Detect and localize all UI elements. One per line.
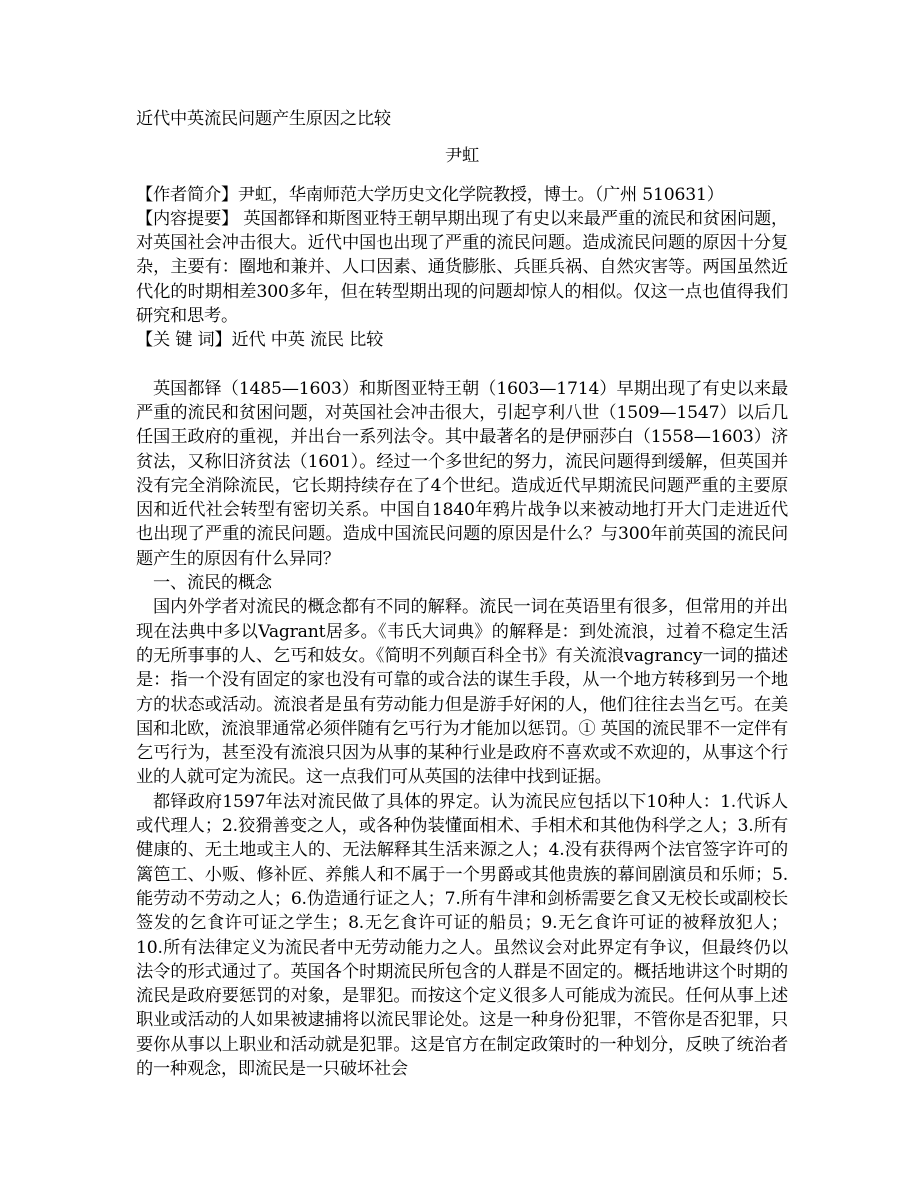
body-paragraph: 国内外学者对流民的概念都有不同的解释。流民一词在英语里有很多，但常用的并出现在法典中多以Vagrant居多。《韦氏大词典》的解释是：到处流浪，过着不稳定生活的无所事事的人、乞丐和妓女。《简明不列颠百科全书》有关流浪vagrancy一词的描述是：指一个没有固定的家也没有可靠的或合法的谋生手段，从一个地方转移到另一个地方的状态或活动。流浪者是虽有劳动能力但是游手好闲的人，他们往往去当乞丐。在美国和北欧，流浪罪通常必须伴随有乞丐行为才能加以惩罚。① 英国的流民罪不一定伴有乞丐行为，甚至没有流浪只因为从事的某种行业是政府不喜欢或不欢迎的，从事这个行业的人就可定为流民。这一点我们可从英国的法律中找到证据。 (136, 597, 788, 788)
author-intro: 【作者简介】尹虹，华南师范大学历史文化学院教授，博士。（广州 510631） (136, 184, 724, 205)
document-body (136, 107, 788, 1081)
article-title: 近代中英流民问题产生原因之比较 (136, 109, 391, 129)
body-paragraph: 都铎政府1597年法对流民做了具体的界定。认为流民应包括以下10种人：1.代诉人或代理人；2.狡猾善变之人，或各种伪装懂面相术、手相术和其他伪科学之人；3.所有健康的、无土地或主人的、无法解释其生活来源之人；4.没有获得两个法官签字许可的篱笆工、小贩、修补匠、养熊人和不属于一个男爵或其他贵族的幕间剧演员和乐师；5.能劳动不劳动之人；6.伪造通行证之人；7.所有牛津和剑桥需要乞食又无校长或副校长签发的乞食许可证之学生；8.无乞食许可证的船员；9.无乞食许可证的被释放犯人；10.所有法律定义为流民者中无劳动能力之人。虽然议会对此界定有争议，但最终仍以法令的形式通过了。英国各个时期流民所包含的人群是不固定的。概括地讲这个时期的流民是政府要惩罚的对象，是罪犯。而按这个定义很多人可能成为流民。任何从事上述职业或活动的人如果被逮捕将以流民罪论处。这是一种身份犯罪，不管你是否犯罪，只要你从事以上职业和活动就是犯罪。这是官方在制定政策时的一种划分，反映了统治者的一种观念，即流民是一只破坏社会 (136, 791, 788, 1079)
abstract: 【内容提要】 英国都铎和斯图亚特王朝早期出现了有史以来最严重的流民和贫困问题，对英国社会冲击很大。近代中国也出现了严重的流民问题。造成流民问题的原因十分复杂，主要有：圈地和兼并、人口因素、通货膨胀、兵匪兵祸、自然灾害等。两国虽然近代化的时期相差300多年，但在转型期出现的问题却惊人的相似。仅这一点也值得我们研究和思考。 (136, 208, 788, 327)
article-author: 尹虹 (445, 146, 479, 167)
body-paragraph: 英国都铎（1485—1603）和斯图亚特王朝（1603—1714）早期出现了有史以来最严重的流民和贫困问题，对英国社会冲击很大，引起亨利八世（1509—1547）以后几任国王政府的重视，并出台一系列法令。其中最著名的是伊丽莎白（1558—1603）济贫法，又称旧济贫法（1601）。经过一个多世纪的努力，流民问题得到缓解，但英国并没有完全消除流民，它长期持续存在了4个世纪。造成近代早期流民问题严重的主要原因和近代社会转型有密切关系。中国自1840年鸦片战争以来被动地打开大门走进近代也出现了严重的流民问题。造成中国流民问题的原因是什么？与300年前英国的流民问题产生的原因有什么异同？ (136, 378, 788, 569)
keywords: 【关 键 词】近代 中英 流民 比较 (136, 330, 384, 351)
paragraph-gap (136, 353, 788, 377)
section-heading: 一、流民的概念 (153, 573, 272, 594)
